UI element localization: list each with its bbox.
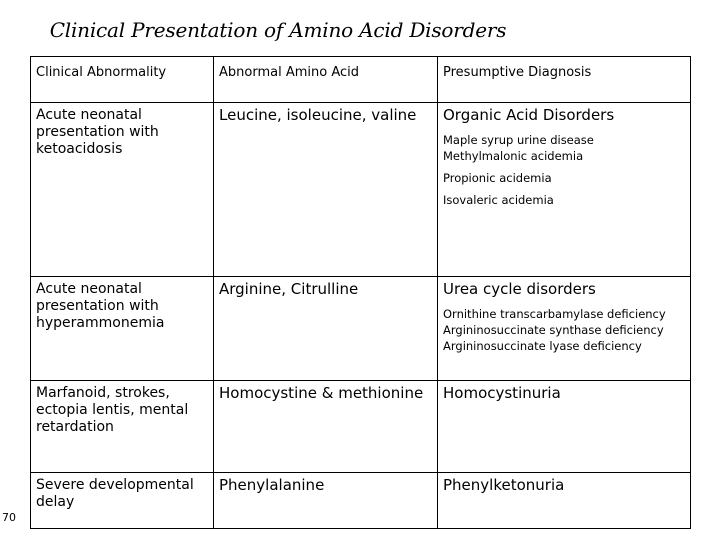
clinical-abnormality-cell: Acute neonatal presentation with ketoacidosis: [31, 103, 214, 277]
sub-diagnosis-list: [443, 306, 685, 354]
table-row: [31, 277, 691, 381]
clinical-abnormality-cell: Severe developmental delay: [31, 473, 214, 529]
sub-diagnosis-list: [443, 132, 685, 164]
diagnosis-label: Organic Acid Disorders: [443, 106, 615, 124]
amino-acid-table: [30, 56, 691, 529]
amino-acid-cell: Phenylalanine: [214, 473, 438, 529]
slide-number: 70: [2, 511, 16, 524]
diagnosis-cell: Homocystinuria: [438, 381, 691, 473]
amino-acid-cell: Arginine, Citrulline: [214, 277, 438, 381]
header-abnormal-amino-acid: Abnormal Amino Acid: [214, 57, 438, 103]
slide-title: Clinical Presentation of Amino Acid Disorders: [49, 18, 507, 42]
diagnosis-cell: [438, 103, 691, 277]
amino-acid-cell: Leucine, isoleucine, valine: [214, 103, 438, 277]
table-row: [31, 381, 691, 473]
header-presumptive-diagnosis: Presumptive Diagnosis: [438, 57, 691, 103]
diagnosis-cell: [438, 277, 691, 381]
header-clinical-abnormality: Clinical Abnormality: [31, 57, 214, 103]
clinical-abnormality-cell: Acute neonatal presentation with hyperammonemia: [31, 277, 214, 381]
sub-diagnosis: Argininosuccinate synthase deficiency: [443, 323, 664, 337]
sub-diagnosis: Argininosuccinate lyase deficiency: [443, 339, 642, 353]
diagnosis-label: Urea cycle disorders: [443, 280, 596, 298]
sub-diagnosis: Maple syrup urine disease: [443, 133, 594, 147]
sub-diagnosis: Methylmalonic acidemia: [443, 149, 584, 163]
sub-diagnosis: Ornithine transcarbamylase deficiency: [443, 307, 666, 321]
sub-diagnosis: Isovaleric acidemia: [443, 193, 554, 207]
sub-diagnosis: Propionic acidemia: [443, 171, 552, 185]
amino-acid-cell: Homocystine & methionine: [214, 381, 438, 473]
clinical-abnormality-cell: Marfanoid, strokes, ectopia lentis, mental retardation: [31, 381, 214, 473]
table-row: [31, 103, 691, 277]
diagnosis-cell: Phenylketonuria: [438, 473, 691, 529]
table-header-row: [31, 57, 691, 103]
table-row: [31, 473, 691, 529]
